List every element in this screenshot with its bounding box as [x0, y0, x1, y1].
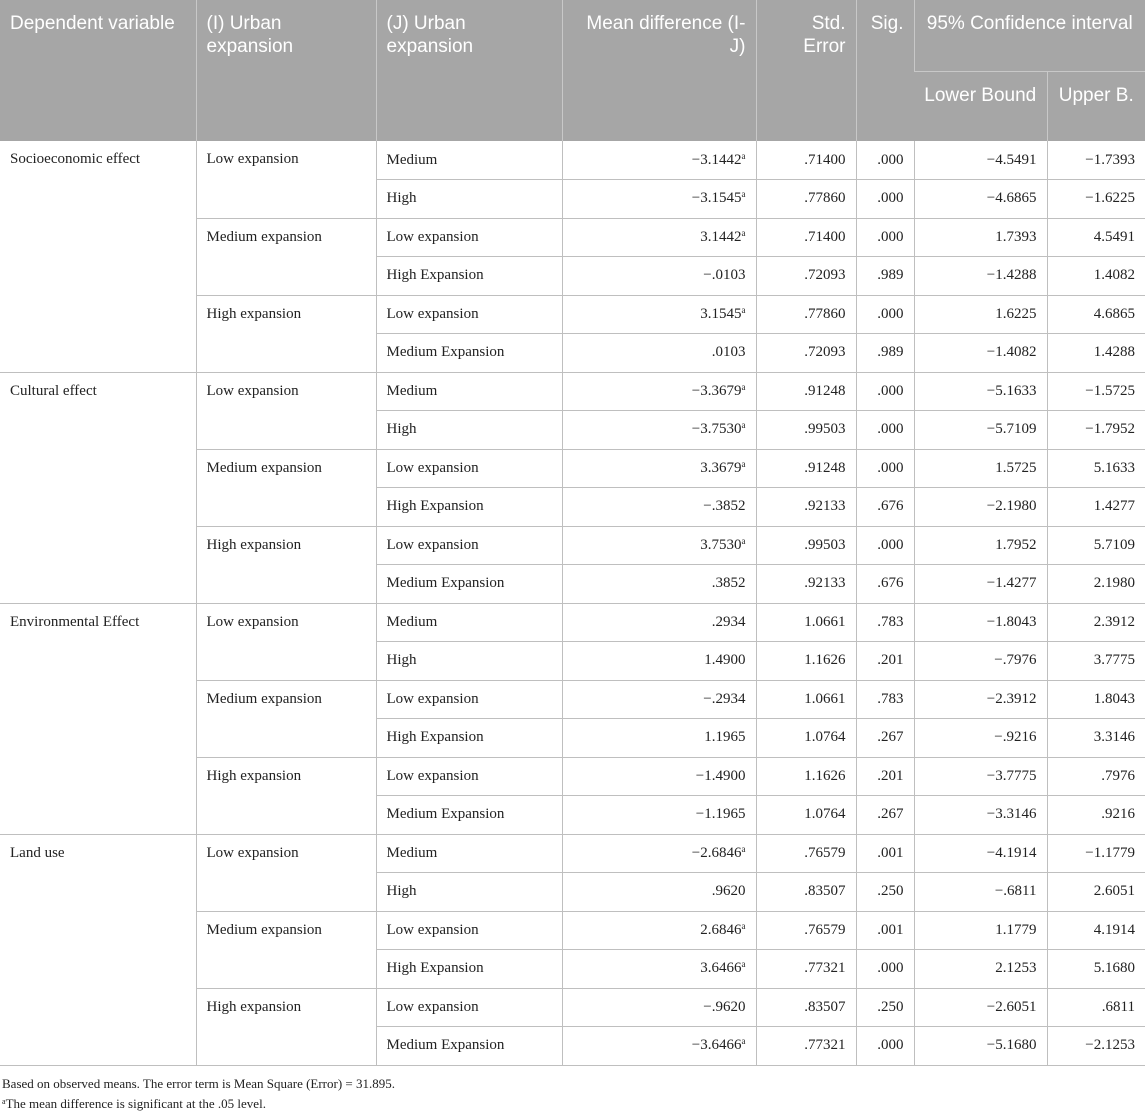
- mean-difference-value: −.3852: [703, 498, 746, 515]
- significance-marker: a: [741, 843, 746, 854]
- lower-bound-cell: −3.3146: [914, 796, 1047, 835]
- mean-difference-cell: [562, 873, 756, 912]
- dependent-variable-cell: Land use: [0, 834, 196, 1065]
- std-error-cell: 1.1626: [756, 642, 856, 681]
- i-expansion-cell: Low expansion: [196, 834, 376, 911]
- header-i-urban-expansion: (I) Urban expansion: [196, 0, 376, 141]
- lower-bound-cell: −4.6865: [914, 180, 1047, 219]
- mean-difference-cell: [562, 295, 756, 334]
- sig-cell: .000: [856, 526, 914, 565]
- lower-bound-cell: −5.1680: [914, 1027, 1047, 1066]
- dependent-variable-cell: Cultural effect: [0, 372, 196, 603]
- std-error-cell: .99503: [756, 526, 856, 565]
- mean-difference-cell: [562, 911, 756, 950]
- mean-difference-value: 3.7530: [700, 536, 742, 553]
- significance-marker: a: [741, 458, 746, 469]
- mean-difference-cell: [562, 411, 756, 450]
- sig-cell: .001: [856, 834, 914, 873]
- significance-marker: a: [741, 227, 746, 238]
- upper-bound-cell: 4.1914: [1047, 911, 1145, 950]
- sig-cell: .000: [856, 411, 914, 450]
- sig-cell: .783: [856, 603, 914, 642]
- i-expansion-cell: Low expansion: [196, 141, 376, 218]
- j-expansion-cell: High Expansion: [376, 257, 562, 296]
- std-error-cell: .91248: [756, 372, 856, 411]
- mean-difference-cell: [562, 372, 756, 411]
- i-expansion-cell: Low expansion: [196, 603, 376, 680]
- mean-difference-value: −.9620: [703, 998, 746, 1015]
- mean-difference-cell: [562, 180, 756, 219]
- mean-difference-value: 3.3679: [700, 459, 742, 476]
- table-row: [0, 372, 1145, 411]
- std-error-cell: .77321: [756, 950, 856, 989]
- significance-marker: a: [741, 381, 746, 392]
- mean-difference-cell: [562, 642, 756, 681]
- dependent-variable-cell: Socioeconomic effect: [0, 141, 196, 372]
- j-expansion-cell: Low expansion: [376, 757, 562, 796]
- note-significance-text: The mean difference is significant at the .05 level.: [5, 1095, 266, 1111]
- mean-difference-value: 1.4900: [704, 652, 746, 669]
- sig-cell: .000: [856, 295, 914, 334]
- mean-difference-cell: [562, 950, 756, 989]
- mean-difference-value: −3.6466: [691, 1037, 742, 1054]
- lower-bound-cell: −.9216: [914, 719, 1047, 758]
- std-error-cell: .77860: [756, 180, 856, 219]
- dependent-variable-cell: Environmental Effect: [0, 603, 196, 834]
- note-footnote-marker: a: [2, 1096, 6, 1106]
- i-expansion-cell: High expansion: [196, 988, 376, 1065]
- header-lower-bound: Lower Bound: [914, 71, 1047, 141]
- upper-bound-cell: 1.4288: [1047, 334, 1145, 373]
- significance-marker: a: [741, 420, 746, 431]
- mean-difference-value: −1.1965: [695, 806, 746, 823]
- i-expansion-cell: High expansion: [196, 526, 376, 603]
- std-error-cell: 1.0764: [756, 796, 856, 835]
- std-error-cell: .72093: [756, 257, 856, 296]
- lower-bound-cell: −1.4288: [914, 257, 1047, 296]
- note-observed-means: Based on observed means. The error term is Mean Square (Error) = 31.895.: [2, 1075, 396, 1091]
- std-error-cell: .83507: [756, 988, 856, 1027]
- j-expansion-cell: High: [376, 411, 562, 450]
- mean-difference-value: −3.1545: [691, 190, 742, 207]
- mean-difference-value: −3.7530: [691, 421, 742, 438]
- sig-cell: .000: [856, 141, 914, 180]
- j-expansion-cell: Medium Expansion: [376, 565, 562, 604]
- j-expansion-cell: Medium: [376, 372, 562, 411]
- std-error-cell: 1.0661: [756, 603, 856, 642]
- mean-difference-value: .0103: [711, 344, 746, 361]
- sig-cell: .250: [856, 988, 914, 1027]
- mean-difference-value: −.0103: [703, 267, 746, 284]
- i-expansion-cell: High expansion: [196, 757, 376, 834]
- j-expansion-cell: Low expansion: [376, 295, 562, 334]
- std-error-cell: .76579: [756, 911, 856, 950]
- mean-difference-value: −2.6846: [691, 844, 742, 861]
- upper-bound-cell: 2.1980: [1047, 565, 1145, 604]
- lower-bound-cell: −2.6051: [914, 988, 1047, 1027]
- mean-difference-cell: [562, 757, 756, 796]
- header-confidence-interval: 95% Confidence interval: [914, 0, 1145, 71]
- lower-bound-cell: −1.4277: [914, 565, 1047, 604]
- significance-marker: a: [741, 1036, 746, 1047]
- std-error-cell: .71400: [756, 218, 856, 257]
- significance-marker: a: [741, 535, 746, 546]
- lower-bound-cell: 1.6225: [914, 295, 1047, 334]
- lower-bound-cell: −.6811: [914, 873, 1047, 912]
- upper-bound-cell: 5.1680: [1047, 950, 1145, 989]
- upper-bound-cell: −1.7952: [1047, 411, 1145, 450]
- std-error-cell: .72093: [756, 334, 856, 373]
- i-expansion-cell: Medium expansion: [196, 680, 376, 757]
- header-j-urban-expansion: (J) Urban expansion: [376, 0, 562, 141]
- mean-difference-value: −3.1442: [691, 151, 742, 168]
- lower-bound-cell: −.7976: [914, 642, 1047, 681]
- mean-difference-value: .9620: [711, 883, 746, 900]
- mean-difference-cell: [562, 1027, 756, 1066]
- upper-bound-cell: −1.6225: [1047, 180, 1145, 219]
- std-error-cell: .92133: [756, 565, 856, 604]
- mean-difference-cell: [562, 719, 756, 758]
- lower-bound-cell: −5.1633: [914, 372, 1047, 411]
- lower-bound-cell: −4.5491: [914, 141, 1047, 180]
- table-body: [0, 141, 1145, 1065]
- std-error-cell: .71400: [756, 141, 856, 180]
- mean-difference-cell: [562, 526, 756, 565]
- upper-bound-cell: 4.5491: [1047, 218, 1145, 257]
- lower-bound-cell: −4.1914: [914, 834, 1047, 873]
- std-error-cell: .92133: [756, 488, 856, 527]
- j-expansion-cell: Medium: [376, 603, 562, 642]
- lower-bound-cell: 1.7952: [914, 526, 1047, 565]
- lower-bound-cell: −2.3912: [914, 680, 1047, 719]
- lower-bound-cell: 1.5725: [914, 449, 1047, 488]
- significance-marker: a: [741, 304, 746, 315]
- j-expansion-cell: Low expansion: [376, 988, 562, 1027]
- mean-difference-cell: [562, 449, 756, 488]
- std-error-cell: 1.0764: [756, 719, 856, 758]
- mean-difference-value: 3.1545: [700, 305, 742, 322]
- std-error-cell: 1.1626: [756, 757, 856, 796]
- lower-bound-cell: −3.7775: [914, 757, 1047, 796]
- header-mean-difference: Mean difference (I-J): [562, 0, 756, 141]
- lower-bound-cell: −5.7109: [914, 411, 1047, 450]
- upper-bound-cell: 4.6865: [1047, 295, 1145, 334]
- mean-difference-cell: [562, 680, 756, 719]
- header-std-error: Std. Error: [756, 0, 856, 141]
- mean-difference-cell: [562, 988, 756, 1027]
- j-expansion-cell: Medium Expansion: [376, 796, 562, 835]
- j-expansion-cell: Low expansion: [376, 911, 562, 950]
- mean-difference-cell: [562, 603, 756, 642]
- std-error-cell: 1.0661: [756, 680, 856, 719]
- significance-marker: a: [741, 920, 746, 931]
- mean-difference-value: −1.4900: [695, 767, 746, 784]
- mean-difference-value: 3.6466: [700, 960, 742, 977]
- upper-bound-cell: −1.1779: [1047, 834, 1145, 873]
- j-expansion-cell: Medium Expansion: [376, 334, 562, 373]
- upper-bound-cell: .9216: [1047, 796, 1145, 835]
- mean-difference-cell: [562, 488, 756, 527]
- table-row: [0, 141, 1145, 180]
- upper-bound-cell: −2.1253: [1047, 1027, 1145, 1066]
- lower-bound-cell: −2.1980: [914, 488, 1047, 527]
- table-header: [0, 0, 1145, 141]
- std-error-cell: .91248: [756, 449, 856, 488]
- mean-difference-cell: [562, 834, 756, 873]
- sig-cell: .250: [856, 873, 914, 912]
- upper-bound-cell: 1.4082: [1047, 257, 1145, 296]
- sig-cell: .989: [856, 334, 914, 373]
- upper-bound-cell: .7976: [1047, 757, 1145, 796]
- upper-bound-cell: 3.3146: [1047, 719, 1145, 758]
- j-expansion-cell: High: [376, 642, 562, 681]
- j-expansion-cell: Low expansion: [376, 680, 562, 719]
- upper-bound-cell: 1.8043: [1047, 680, 1145, 719]
- sig-cell: .000: [856, 180, 914, 219]
- mean-difference-value: 2.6846: [700, 921, 742, 938]
- upper-bound-cell: −1.5725: [1047, 372, 1145, 411]
- mean-difference-value: −3.3679: [691, 382, 742, 399]
- table-notes: [0, 1066, 1145, 1114]
- lower-bound-cell: −1.4082: [914, 334, 1047, 373]
- sig-cell: .000: [856, 218, 914, 257]
- j-expansion-cell: High: [376, 180, 562, 219]
- header-upper-bound: Upper B.: [1047, 71, 1145, 141]
- lower-bound-cell: 1.1779: [914, 911, 1047, 950]
- lower-bound-cell: 1.7393: [914, 218, 1047, 257]
- upper-bound-cell: −1.7393: [1047, 141, 1145, 180]
- upper-bound-cell: 3.7775: [1047, 642, 1145, 681]
- j-expansion-cell: Low expansion: [376, 449, 562, 488]
- std-error-cell: .83507: [756, 873, 856, 912]
- lower-bound-cell: 2.1253: [914, 950, 1047, 989]
- mean-difference-cell: [562, 218, 756, 257]
- mean-difference-value: 1.1965: [704, 729, 746, 746]
- j-expansion-cell: Medium: [376, 141, 562, 180]
- sig-cell: .000: [856, 950, 914, 989]
- mean-difference-value: 3.1442: [700, 228, 742, 245]
- i-expansion-cell: Medium expansion: [196, 449, 376, 526]
- significance-marker: a: [741, 150, 746, 161]
- mean-difference-value: .3852: [711, 575, 746, 592]
- sig-cell: .783: [856, 680, 914, 719]
- table-row: [0, 603, 1145, 642]
- sig-cell: .676: [856, 488, 914, 527]
- mean-difference-cell: [562, 796, 756, 835]
- std-error-cell: .77860: [756, 295, 856, 334]
- std-error-cell: .99503: [756, 411, 856, 450]
- j-expansion-cell: Medium Expansion: [376, 1027, 562, 1066]
- sig-cell: .000: [856, 1027, 914, 1066]
- mean-difference-cell: [562, 257, 756, 296]
- table-row: [0, 834, 1145, 873]
- i-expansion-cell: Low expansion: [196, 372, 376, 449]
- sig-cell: .001: [856, 911, 914, 950]
- j-expansion-cell: High: [376, 873, 562, 912]
- sig-cell: .000: [856, 372, 914, 411]
- sig-cell: .676: [856, 565, 914, 604]
- upper-bound-cell: 5.1633: [1047, 449, 1145, 488]
- sig-cell: .267: [856, 796, 914, 835]
- sig-cell: .000: [856, 449, 914, 488]
- upper-bound-cell: 5.7109: [1047, 526, 1145, 565]
- i-expansion-cell: High expansion: [196, 295, 376, 372]
- j-expansion-cell: Medium: [376, 834, 562, 873]
- sig-cell: .201: [856, 642, 914, 681]
- mean-difference-value: .2934: [711, 613, 746, 630]
- sig-cell: .201: [856, 757, 914, 796]
- upper-bound-cell: 2.6051: [1047, 873, 1145, 912]
- std-error-cell: .77321: [756, 1027, 856, 1066]
- std-error-cell: .76579: [756, 834, 856, 873]
- j-expansion-cell: Low expansion: [376, 218, 562, 257]
- lower-bound-cell: −1.8043: [914, 603, 1047, 642]
- mean-difference-cell: [562, 334, 756, 373]
- j-expansion-cell: High Expansion: [376, 488, 562, 527]
- header-dependent-variable: Dependent variable: [0, 0, 196, 141]
- sig-cell: .989: [856, 257, 914, 296]
- significance-marker: a: [741, 959, 746, 970]
- upper-bound-cell: 1.4277: [1047, 488, 1145, 527]
- i-expansion-cell: Medium expansion: [196, 911, 376, 988]
- j-expansion-cell: High Expansion: [376, 950, 562, 989]
- mean-difference-cell: [562, 565, 756, 604]
- i-expansion-cell: Medium expansion: [196, 218, 376, 295]
- j-expansion-cell: Low expansion: [376, 526, 562, 565]
- j-expansion-cell: High Expansion: [376, 719, 562, 758]
- header-sig: Sig.: [856, 0, 914, 141]
- mean-difference-cell: [562, 141, 756, 180]
- sig-cell: .267: [856, 719, 914, 758]
- mean-difference-value: −.2934: [703, 690, 746, 707]
- significance-marker: a: [741, 189, 746, 200]
- upper-bound-cell: .6811: [1047, 988, 1145, 1027]
- upper-bound-cell: 2.3912: [1047, 603, 1145, 642]
